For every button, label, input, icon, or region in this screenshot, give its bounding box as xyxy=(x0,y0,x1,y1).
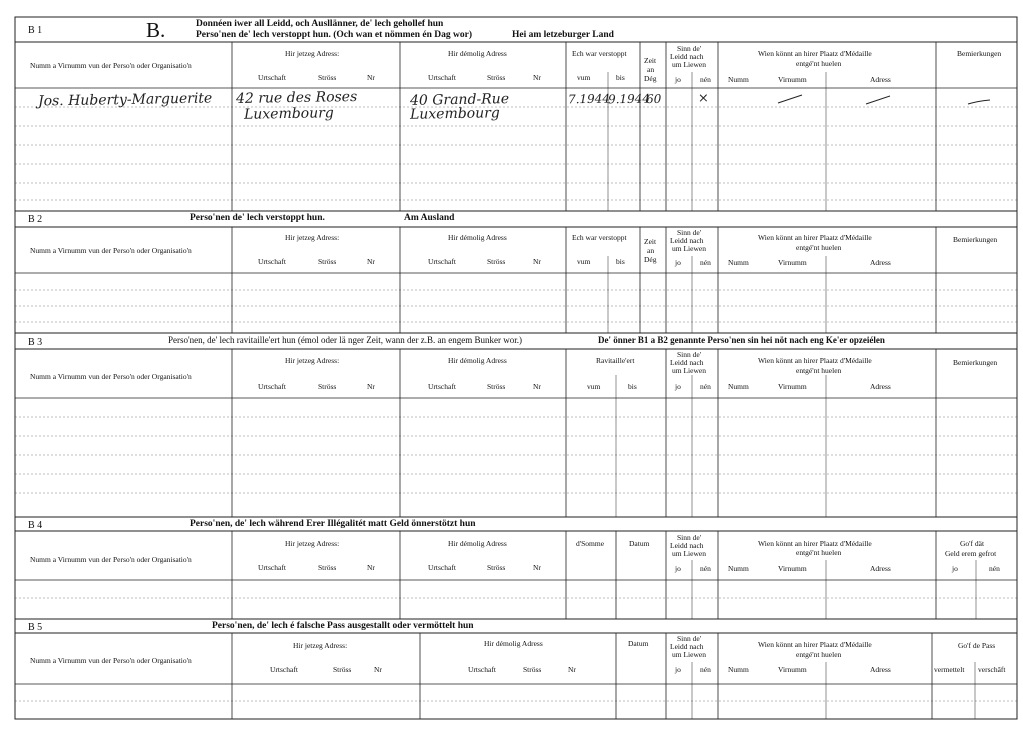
b1-zeit2: an xyxy=(647,65,655,74)
b5-vermettelt: vermettelt xyxy=(934,665,965,674)
b3-nr: Nr xyxy=(367,382,375,391)
b5-current-address-header: Hir jetzeg Adress: xyxy=(293,641,348,650)
b2-current-address-header: Hir jetzeg Adress: xyxy=(285,233,340,242)
b2-alive-l3: um Liewen xyxy=(672,244,706,253)
b1-current-address-header: Hir jetzeg Adress: xyxy=(285,49,340,58)
b5-alive-l3: um Liewen xyxy=(672,650,706,659)
b1-entry-to: 9.1944 xyxy=(607,91,651,107)
b1-adress: Adress xyxy=(870,75,891,84)
b2-virnumm: Virnumm xyxy=(778,258,807,267)
b1-old-stross: Ströss xyxy=(487,73,506,82)
b4-jo-gof: jo xyxy=(952,564,958,573)
b5-stross: Ströss xyxy=(333,665,352,674)
b3-old-stross: Ströss xyxy=(487,382,506,391)
b1-entry-current-town: Luxembourg xyxy=(243,105,334,123)
b1-nr: Nr xyxy=(367,73,375,82)
b2-hidden-header: Ech war verstoppt xyxy=(572,233,627,242)
b1-alive-l1: Sinn de' xyxy=(677,44,702,53)
b1-jo: jo xyxy=(675,75,681,84)
b3-stross: Ströss xyxy=(318,382,337,391)
b2-old-stross: Ströss xyxy=(487,257,506,266)
b1-entry-old-town: Luxembourg xyxy=(409,105,500,123)
b1-stross: Ströss xyxy=(318,73,337,82)
b1-name-header: Numm a Virnumm vun der Perso'n oder Organisatio'n xyxy=(30,61,192,70)
b3-remarks: Bemierkungen xyxy=(953,358,998,367)
b2-name-header: Numm a Virnumm vun der Perso'n oder Organisatio'n xyxy=(30,246,192,255)
section-code-b2: B 2 xyxy=(28,214,43,225)
b3-jo: jo xyxy=(675,382,681,391)
b1-urtschaft: Urtschaft xyxy=(258,73,286,82)
b3-medal-l2: entgé'nt huelen xyxy=(796,366,842,375)
b1-zeit1: Zeit xyxy=(644,56,657,65)
b5-urtschaft: Urtschaft xyxy=(270,665,298,674)
b2-old-nr: Nr xyxy=(533,257,541,266)
b1-numm: Numm xyxy=(728,75,749,84)
b2-medal-l2: entgé'nt huelen xyxy=(796,243,842,252)
b4-medal-l1: Wien könnt an hirer Plaatz d'Médaille xyxy=(758,539,872,548)
b3-ravit-header: Ravitaille'ert xyxy=(596,356,635,365)
b2-adress: Adress xyxy=(870,258,891,267)
b4-current-address-header: Hir jetzeg Adress: xyxy=(285,539,340,548)
b4-numm: Numm xyxy=(728,564,749,573)
b2-former-address-header: Hir démolig Adress xyxy=(448,233,507,242)
b1-bis: bis xyxy=(616,73,625,82)
b1-old-nr: Nr xyxy=(533,73,541,82)
section-code-b4: B 4 xyxy=(28,520,43,531)
b5-numm: Numm xyxy=(728,665,749,674)
b4-nen: nén xyxy=(700,564,711,573)
b1-remarks: Bemierkungen xyxy=(957,49,1002,58)
b4-former-address-header: Hir démolig Adress xyxy=(448,539,507,548)
b3-title: Perso'nen, de' lech ravitaille'ert hun (émol oder lä nger Zeit, wann der z.B. an engem Bunker wor.) xyxy=(168,335,522,345)
b5-verschaft: verschâft xyxy=(978,665,1006,674)
b4-alive-l3: um Liewen xyxy=(672,549,706,558)
b5-alive-l1: Sinn de' xyxy=(677,634,702,643)
b3-former-address-header: Hir démolig Adress xyxy=(448,356,507,365)
b4-alive-l2: Leidd nach xyxy=(670,541,704,550)
b4-datum: Datum xyxy=(629,539,650,548)
b1-entry-old-street: 40 Grand-Rue xyxy=(409,91,510,109)
b4-nen-gof: nén xyxy=(989,564,1000,573)
b1-medal-l1: Wien könnt an hirer Plaatz d'Médaille xyxy=(758,49,872,58)
b1-entry-from: 7.1944 xyxy=(567,91,611,107)
b2-nr: Nr xyxy=(367,257,375,266)
b5-old-stross: Ströss xyxy=(523,665,542,674)
b1-former-address-header: Hir démolig Adress xyxy=(448,49,507,58)
b4-medal-l2: entgé'nt huelen xyxy=(796,548,842,557)
b4-gof1: Go'f dät xyxy=(960,539,985,548)
b5-nen: nén xyxy=(700,665,711,674)
b4-jo: jo xyxy=(675,564,681,573)
b1-alive-l3: um Liewen xyxy=(672,60,706,69)
b3-medal-l1: Wien könnt an hirer Plaatz d'Médaille xyxy=(758,356,872,365)
b2-zeit2: an xyxy=(647,246,655,255)
b1-medal-l2: entgé'nt huelen xyxy=(796,59,842,68)
b4-old-urtschaft: Urtschaft xyxy=(428,563,456,572)
b2-bis: bis xyxy=(616,257,625,266)
b5-medal-l1: Wien könnt an hirer Plaatz d'Médaille xyxy=(758,640,872,649)
b5-former-address-header: Hir démolig Adress xyxy=(484,639,543,648)
form-title-line2: Perso'nen de' lech verstoppt hun. (Och wan et nömmen én Dag wor) xyxy=(196,30,473,40)
b1-nen: nén xyxy=(700,75,711,84)
form-title-line1: Donnéen iwer all Leidd, och Ausllänner, de' lech gehollef hun xyxy=(196,19,444,29)
b2-stross: Ströss xyxy=(318,257,337,266)
b5-medal-l2: entgé'nt huelen xyxy=(796,650,842,659)
b2-medal-l1: Wien könnt an hirer Plaatz d'Médaille xyxy=(758,233,872,242)
b1-entry-name: Jos. Huberty-Marguerite xyxy=(37,90,213,110)
b3-note: De' önner B1 a B2 genannte Perso'nen sin hei nöt nach eng Ke'er opzeiélen xyxy=(598,335,885,345)
b5-title: Perso'nen, de' lech é falsche Pass ausgestallt oder vermöttelt hun xyxy=(212,621,474,631)
b4-somme: d'Somme xyxy=(576,539,605,548)
b1-entry-nen-mark: × xyxy=(697,90,710,107)
b2-zeit1: Zeit xyxy=(644,237,657,246)
b3-alive-l1: Sinn de' xyxy=(677,350,702,359)
b4-alive-l1: Sinn de' xyxy=(677,533,702,542)
b4-stross: Ströss xyxy=(318,563,337,572)
b1-entry-days: 60 xyxy=(645,91,662,107)
b1-old-urtschaft: Urtschaft xyxy=(428,73,456,82)
b1-zeit3: Dég xyxy=(644,74,657,83)
b1-entry-current-street: 42 rue des Roses xyxy=(235,88,358,108)
b5-old-nr: Nr xyxy=(568,665,576,674)
section-code-b3: B 3 xyxy=(28,337,43,348)
b4-virnumm: Virnumm xyxy=(778,564,807,573)
b4-gof2: Geld erem gefrot xyxy=(945,549,997,558)
b3-alive-l3: um Liewen xyxy=(672,366,706,375)
b5-nr: Nr xyxy=(374,665,382,674)
b3-nen: nén xyxy=(700,382,711,391)
form-letter: B. xyxy=(146,18,166,42)
b3-vum: vum xyxy=(587,382,601,391)
b1-virnumm: Virnumm xyxy=(778,75,807,84)
b5-name-header: Numm a Virnumm vun der Perso'n oder Organisatio'n xyxy=(30,656,192,665)
b5-datum: Datum xyxy=(628,639,649,648)
section-code-b5: B 5 xyxy=(28,622,43,633)
b2-old-urtschaft: Urtschaft xyxy=(428,257,456,266)
b2-jo: jo xyxy=(675,258,681,267)
b2-nen: nén xyxy=(700,258,711,267)
section-code-b1: B 1 xyxy=(28,25,43,36)
b4-old-nr: Nr xyxy=(533,563,541,572)
b1-hidden-header: Ech war verstoppt xyxy=(572,49,627,58)
form-title-land: Hei am letzeburger Land xyxy=(512,30,614,40)
b3-old-urtschaft: Urtschaft xyxy=(428,382,456,391)
b1-vum: vum xyxy=(577,73,591,82)
b4-adress: Adress xyxy=(870,564,891,573)
b5-old-urtschaft: Urtschaft xyxy=(468,665,496,674)
b5-adress: Adress xyxy=(870,665,891,674)
b3-bis: bis xyxy=(628,382,637,391)
b2-alive-l2: Leidd nach xyxy=(670,236,704,245)
b4-urtschaft: Urtschaft xyxy=(258,563,286,572)
b3-old-nr: Nr xyxy=(533,382,541,391)
b2-zeit3: Dég xyxy=(644,255,657,264)
b1-alive-l2: Leidd nach xyxy=(670,52,704,61)
b3-alive-l2: Leidd nach xyxy=(670,358,704,367)
b3-numm: Numm xyxy=(728,382,749,391)
b3-adress: Adress xyxy=(870,382,891,391)
b5-virnumm: Virnumm xyxy=(778,665,807,674)
b2-vum: vum xyxy=(577,257,591,266)
b4-title: Perso'nen, de' lech während Erer Illégalitét matt Geld önnerstötzt hun xyxy=(190,519,476,529)
b2-land: Am Ausland xyxy=(404,213,455,223)
b3-virnumm: Virnumm xyxy=(778,382,807,391)
b4-old-stross: Ströss xyxy=(487,563,506,572)
b2-alive-l1: Sinn de' xyxy=(677,228,702,237)
b3-urtschaft: Urtschaft xyxy=(258,382,286,391)
b5-jo: jo xyxy=(675,665,681,674)
b4-name-header: Numm a Virnumm vun der Perso'n oder Organisatio'n xyxy=(30,555,192,564)
b5-pass: Go'f de Pass xyxy=(958,641,996,650)
b2-title: Perso'nen de' lech verstoppt hun. xyxy=(190,213,325,223)
b3-name-header: Numm a Virnumm vun der Perso'n oder Organisatio'n xyxy=(30,372,192,381)
b2-numm: Numm xyxy=(728,258,749,267)
b4-nr: Nr xyxy=(367,563,375,572)
b5-alive-l2: Leidd nach xyxy=(670,642,704,651)
b2-remarks: Bemierkungen xyxy=(953,235,998,244)
b3-current-address-header: Hir jetzeg Adress: xyxy=(285,356,340,365)
b2-urtschaft: Urtschaft xyxy=(258,257,286,266)
